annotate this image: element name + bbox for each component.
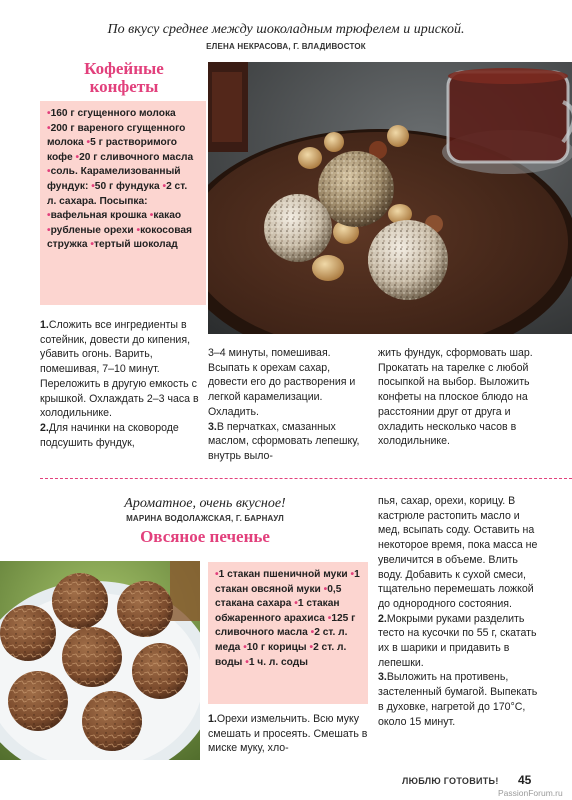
section-divider xyxy=(40,478,572,479)
recipe1-author: ЕЛЕНА НЕКРАСОВА, Г. ВЛАДИВОСТОК xyxy=(206,42,366,51)
cookies-photo xyxy=(0,561,200,760)
step-number: 2. xyxy=(378,612,387,625)
recipe1-steps-col1 xyxy=(40,318,202,450)
recipe1-tagline: По вкусу среднее между шоколадным трюфелем и ириской. xyxy=(107,22,465,37)
bullet-icon: • xyxy=(47,122,51,134)
recipe1-ingredient-item: соль. Карамелизованный фундук: xyxy=(47,166,181,192)
cookies-illustration xyxy=(0,561,200,760)
bullet-icon: • xyxy=(309,641,314,653)
recipe2-ingredient-item: 2 ст. л. воды xyxy=(215,641,347,668)
bullet-icon: • xyxy=(162,180,167,192)
step-text: 3–4 минуты, помешивая. Всыпать к орехам сахар, довести его до растворения и легкой карамелизации. Охладить. xyxy=(208,347,356,418)
recipe2-steps-col2 xyxy=(378,494,542,729)
recipe1-ingredient-item: рубленые орехи xyxy=(50,224,134,236)
recipe1-title xyxy=(40,60,208,96)
bullet-icon: • xyxy=(47,108,51,119)
step-paragraph xyxy=(208,420,370,464)
bullet-icon: • xyxy=(47,210,51,222)
recipe1-ingredients xyxy=(40,101,206,305)
recipe1-ingredient-item: 20 г сливочного масла xyxy=(79,151,194,163)
recipe2-ingredient-item: 2 ст. л. меда xyxy=(215,627,348,653)
page-number: 45 xyxy=(518,773,532,787)
recipe2-author: МАРИНА ВОДОЛАЖСКАЯ, Г. БАРНАУЛ xyxy=(126,514,284,523)
recipe2-ingredients xyxy=(208,562,368,704)
recipe2-steps-col1 xyxy=(208,712,370,756)
step-paragraph xyxy=(378,494,542,612)
watermark: PassionForum.ru xyxy=(498,788,563,798)
step-number: 3. xyxy=(378,671,387,684)
bullet-icon: • xyxy=(149,210,154,222)
recipe2-ingredient-item: 125 г сливочного масла xyxy=(215,612,356,639)
recipe1-ingredient-item: 200 г вареного сгущенного молока xyxy=(47,122,186,149)
step-number: 3. xyxy=(208,420,217,433)
recipe2-ingredient-item: 1 стакан обжаренного арахиса xyxy=(215,598,340,624)
candies-illustration xyxy=(208,62,572,334)
recipe2-ingredient-item: 1 стакан овсяной муки xyxy=(215,569,360,595)
recipe2-ingredient-item: 1 стакан пшеничной муки xyxy=(218,569,348,580)
recipe1-ingredient-item: 160 г сгущенного молока xyxy=(50,108,176,119)
bullet-icon: • xyxy=(215,569,219,580)
step-text: пья, сахар, орехи, корицу. В кастрюле растопить масло и мед, всыпать соду. Оставить на некоторое время, пока масса не увеличится в объеме. Влить воду. Добавить к сухой смеси, тщательно перемешать ложкой до однородного состояния. xyxy=(378,495,538,610)
candies-photo xyxy=(208,62,572,334)
step-paragraph xyxy=(40,421,202,450)
bullet-icon: • xyxy=(294,598,298,610)
recipe2-ingredient-item: 0,5 стакана сахара xyxy=(215,583,342,610)
bullet-icon: • xyxy=(47,224,51,236)
recipe1-ingredient-item: тертый шоколад xyxy=(93,239,178,251)
step-paragraph xyxy=(378,670,542,729)
step-text: жить фундук, сформовать шар. Прокатать на тарелке с любой посыпкой на выбор. Выложить конфеты на плоское блюдо на расстоянии друг от друга и охладить несколько часов в холодильнике. xyxy=(378,347,533,448)
step-number: 1. xyxy=(208,713,217,725)
step-text: Орехи измельчить. Всю муку смешать и просеять. Смешать в миске муку, хло- xyxy=(208,713,368,755)
bullet-icon: • xyxy=(136,224,141,236)
step-text: Выложить на противень, застеленный бумагой. Выпекать в духовке, нагретой до 170°C, около 15 минут. xyxy=(378,671,538,728)
recipe1-ingredient-item: вафельная крошка xyxy=(50,210,147,222)
step-paragraph xyxy=(40,318,202,421)
recipe1-steps-col3 xyxy=(378,346,542,449)
recipe1-ingredient-item: 5 г растворимого кофе xyxy=(47,137,178,163)
step-paragraph xyxy=(378,612,542,671)
step-text: Мокрыми руками разделить тесто на кусочки по 55 г, скатать их в шарики и придавить в лепешки. xyxy=(378,612,537,669)
recipe2-tagline: Ароматное, очень вкусное! xyxy=(124,496,286,511)
recipe2-ingredient-item: 10 г корицы xyxy=(246,641,307,653)
step-number: 2. xyxy=(40,421,49,434)
recipe1-ingredient-item: 2 ст. л. сахара. Посыпка: xyxy=(47,180,188,207)
bullet-icon: • xyxy=(47,166,51,178)
bullet-icon: • xyxy=(323,583,328,595)
bullet-icon: • xyxy=(310,627,315,639)
bullet-icon: • xyxy=(243,641,247,653)
recipe1-ingredient-item: 50 г фундука xyxy=(94,180,160,192)
step-paragraph xyxy=(208,712,370,756)
recipe1-title-line2: конфеты xyxy=(89,76,159,96)
recipe1-ingredient-item: кокосовая стружка xyxy=(47,224,192,251)
bullet-icon: • xyxy=(245,656,249,668)
bullet-icon: • xyxy=(350,569,355,580)
step-text: В перчатках, смазанных маслом, сформовать лепешку, внутрь выло- xyxy=(208,420,360,462)
recipe1-ingredient-item: какао xyxy=(153,210,182,222)
step-paragraph xyxy=(378,346,542,449)
step-paragraph xyxy=(208,346,370,420)
step-number: 1. xyxy=(40,319,49,331)
bullet-icon: • xyxy=(90,239,94,251)
bullet-icon: • xyxy=(91,180,95,192)
recipe2-ingredient-item: 1 ч. л. соды xyxy=(248,656,308,668)
recipe1-steps-col2 xyxy=(208,346,370,464)
bullet-icon: • xyxy=(327,612,332,624)
bullet-icon: • xyxy=(75,151,80,163)
recipe2-title: Овсяное печенье xyxy=(140,527,270,546)
recipe1-title-line1: Кофейные xyxy=(84,59,164,78)
step-text: Сложить все ингредиенты в сотейник, довести до кипения, убавить огонь. Варить, помешивая, 7–10 минут. Переложить в другую емкость с крышкой. Охлаждать 2–3 часа в холодильнике. xyxy=(40,319,199,420)
step-text: Для начинки на сковороде подсушить фундук, xyxy=(40,421,179,449)
bullet-icon: • xyxy=(86,137,91,149)
magazine-name: ЛЮБЛЮ ГОТОВИТЬ! xyxy=(402,776,499,786)
